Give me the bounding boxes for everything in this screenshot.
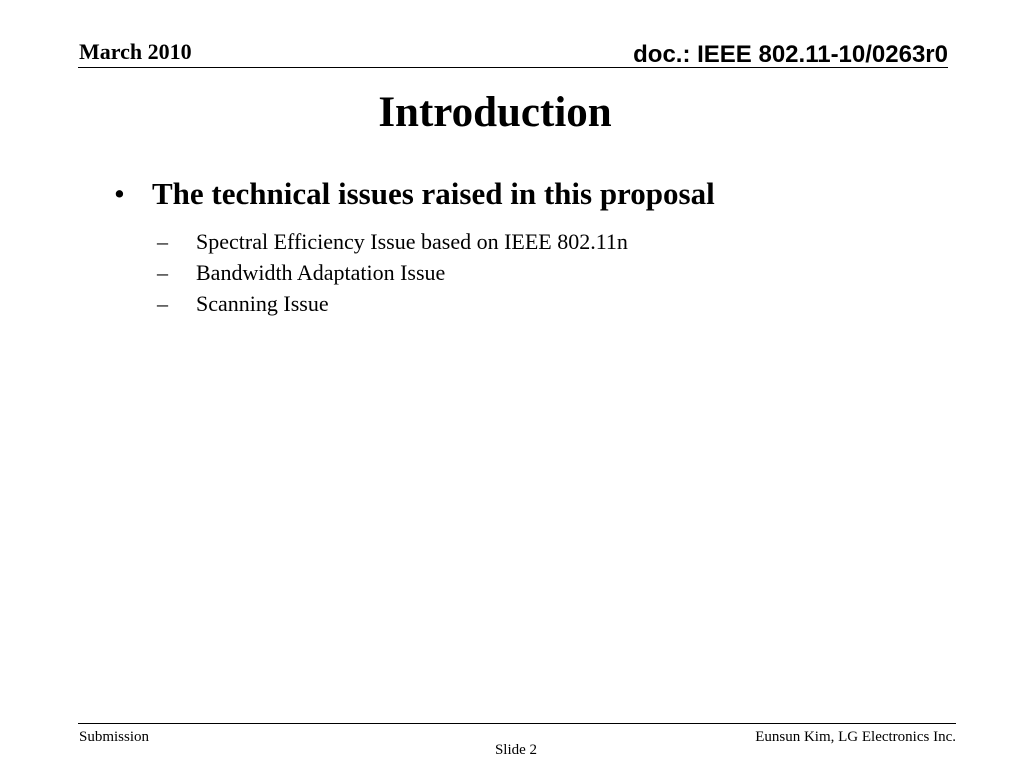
sub-bullet-list bbox=[157, 226, 628, 319]
dash-icon: – bbox=[157, 229, 168, 254]
footer-author: Eunsun Kim, LG Electronics Inc. bbox=[755, 729, 956, 745]
slide-title: Introduction bbox=[378, 89, 612, 136]
sub-bullet-item bbox=[157, 257, 628, 288]
slide-number: Slide 2 bbox=[494, 742, 538, 758]
bullet-text: The technical issues raised in this proposal bbox=[152, 176, 715, 211]
sub-bullet-text: Bandwidth Adaptation Issue bbox=[196, 260, 446, 285]
header-document-id: doc.: IEEE 802.11-10/0263r0 bbox=[633, 41, 948, 68]
sub-bullet-text: Scanning Issue bbox=[196, 291, 329, 316]
header-divider bbox=[78, 67, 948, 68]
sub-bullet-item bbox=[157, 288, 628, 319]
dash-icon: – bbox=[157, 291, 168, 316]
sub-bullet-text: Spectral Efficiency Issue based on IEEE 802.11n bbox=[196, 229, 628, 254]
dash-icon: – bbox=[157, 260, 168, 285]
bullet-item bbox=[114, 174, 715, 214]
footer-divider bbox=[78, 723, 956, 724]
header-date: March 2010 bbox=[79, 39, 192, 64]
sub-bullet-item bbox=[157, 226, 628, 257]
footer-submission: Submission bbox=[79, 729, 150, 745]
bullet-icon: • bbox=[114, 176, 125, 211]
